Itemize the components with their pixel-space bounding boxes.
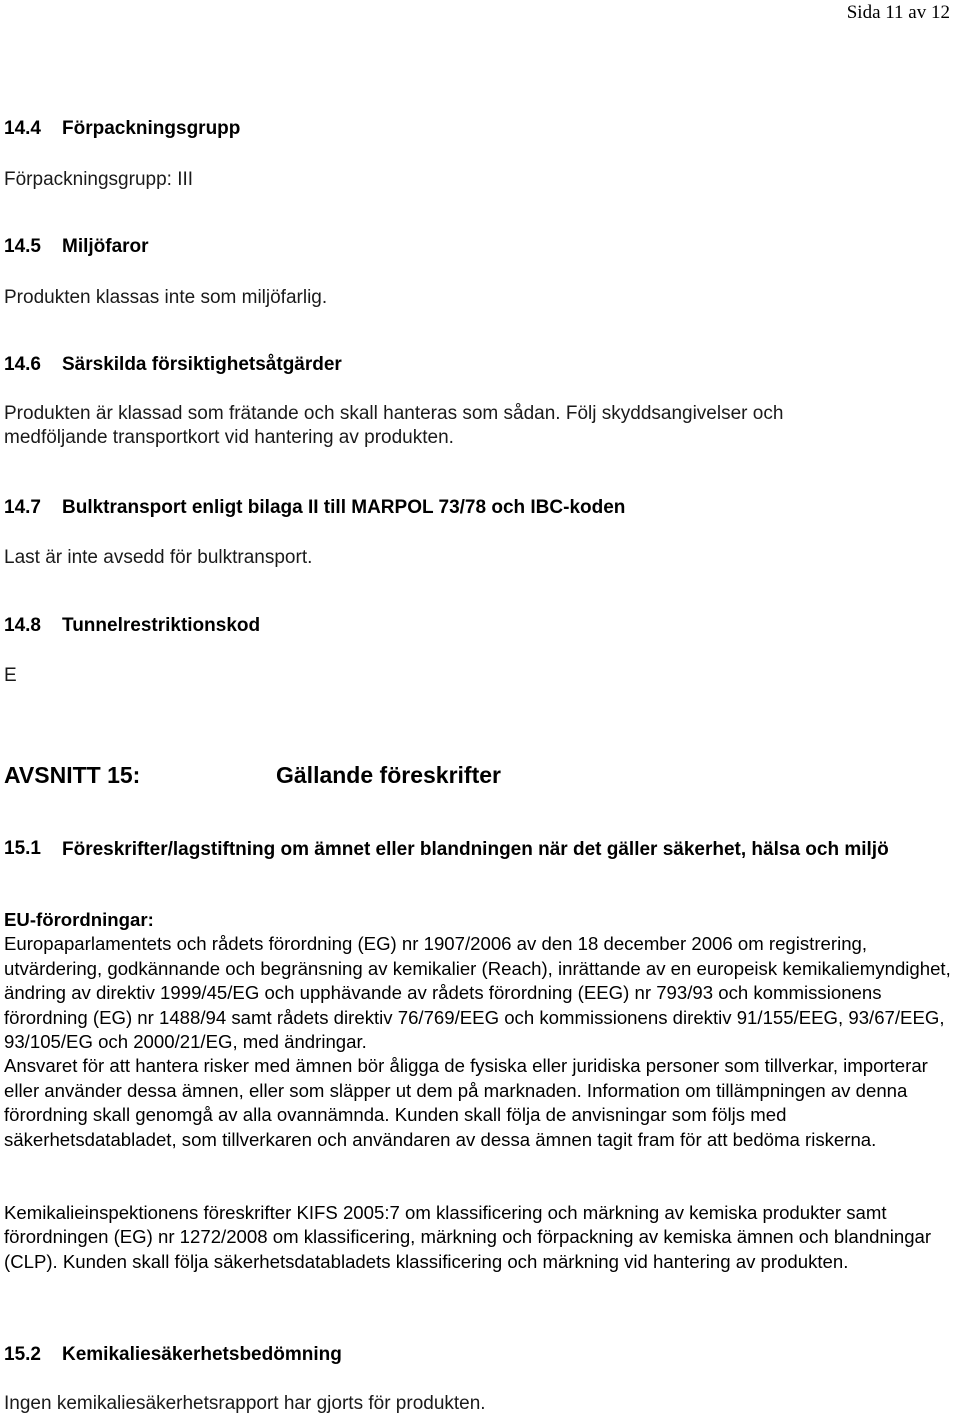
heading-number: 14.7 — [4, 497, 41, 518]
paragraph: Kemikalieinspektionens föreskrifter KIFS 2005:7 om klassificering och märkning av kemiska produkter samt förordningen (EG) nr 1272/2008 om klassificering, märkning och förpackning av kemiska ämnen och blandningar (CLP). Kunden skall följa säkerhetsdatabladets klassificering och märkning vid hantering av produkten. — [4, 1202, 932, 1272]
heading-14-5 — [4, 236, 149, 258]
text-14-7 — [4, 546, 312, 570]
heading-14-4 — [4, 118, 240, 140]
heading-14-6 — [4, 354, 342, 376]
section-label: AVSNITT 15: — [4, 762, 141, 788]
heading-title: Kemikaliesäkerhetsbedömning — [62, 1344, 342, 1365]
text-15-1-kifs — [4, 1201, 954, 1274]
paragraph: Europaparlamentets och rådets förordning (EG) nr 1907/2006 av den 18 december 2006 om registrering, utvärdering, godkännande och begränsning av kemikalier (Reach), inrättande av en europeisk kemikaliemyndighet, ändring av direktiv 1999/45/EG och upphävande av rådets förordning (EEG) nr 793/93 och kommissionens förordning (EG) nr 1488/94 samt rådets direktiv 76/769/EEG och kommissionens direktiv 91/155/EEG, 93/67/EEG, 93/105/EG och 2000/21/EG, med ändringar. — [4, 933, 951, 1053]
text-14-5 — [4, 286, 327, 310]
text-14-6 — [4, 402, 783, 450]
heading-number: 15.2 — [4, 1344, 41, 1365]
text-15-2 — [4, 1392, 486, 1416]
page-number: Sida 11 av 12 — [846, 2, 950, 23]
section-heading: Gällande föreskrifter — [276, 762, 501, 788]
paragraph: E — [4, 665, 17, 686]
heading-title: Bulktransport enligt bilaga II till MARPOL 73/78 och IBC-koden — [62, 497, 626, 518]
paragraph: Last är inte avsedd för bulktransport. — [4, 547, 313, 568]
text-14-8 — [4, 664, 17, 688]
heading-title: Miljöfaror — [62, 236, 149, 257]
heading-title: Särskilda försiktighetsåtgärder — [62, 354, 342, 375]
paragraph-line: Produkten är klassad som frätande och skall hanteras som sådan. Följ skyddsangivelser och — [4, 403, 784, 424]
paragraph: Produkten klassas inte som miljöfarlig. — [4, 287, 328, 308]
paragraph: Ingen kemikaliesäkerhetsrapport har gjorts för produkten. — [4, 1393, 486, 1414]
paragraph-line: medföljande transportkort vid hantering av produkten. — [4, 427, 454, 448]
section-15-title — [4, 762, 501, 789]
heading-number: 14.4 — [4, 118, 41, 139]
text-14-4 — [4, 168, 193, 192]
heading-15-1 — [4, 838, 954, 888]
heading-title: Föreskrifter/lagstiftning om ämnet eller blandningen när det gäller säkerhet, hälsa och miljö — [62, 839, 889, 860]
heading-number: 14.8 — [4, 615, 41, 636]
heading-number: 14.5 — [4, 236, 41, 257]
eu-regulations-heading: EU-förordningar: — [4, 909, 154, 930]
heading-15-2 — [4, 1344, 342, 1366]
paragraph: Ansvaret för att hantera risker med ämnen bör åligga de fysiska eller juridiska personer som tillverkar, importerar eller använder dessa ämnen, eller som släpper ut dem på marknaden. Information om tillämpningen av denna förordning skall genomgå av alla ovannämnda. Kunden skall följa de anvisningar som följs med säkerhetsdatabladet, som tillverkaren och användaren av dessa ämnen tagit fram för att bedöma riskerna. — [4, 1055, 928, 1150]
heading-14-7 — [4, 497, 625, 519]
heading-14-8 — [4, 615, 260, 637]
heading-number: 15.1 — [4, 838, 41, 859]
heading-title: Tunnelrestriktionskod — [62, 615, 261, 636]
heading-number: 14.6 — [4, 354, 41, 375]
paragraph: Förpackningsgrupp: III — [4, 169, 194, 190]
heading-title: Förpackningsgrupp — [62, 118, 241, 139]
text-15-1 — [4, 908, 954, 1152]
